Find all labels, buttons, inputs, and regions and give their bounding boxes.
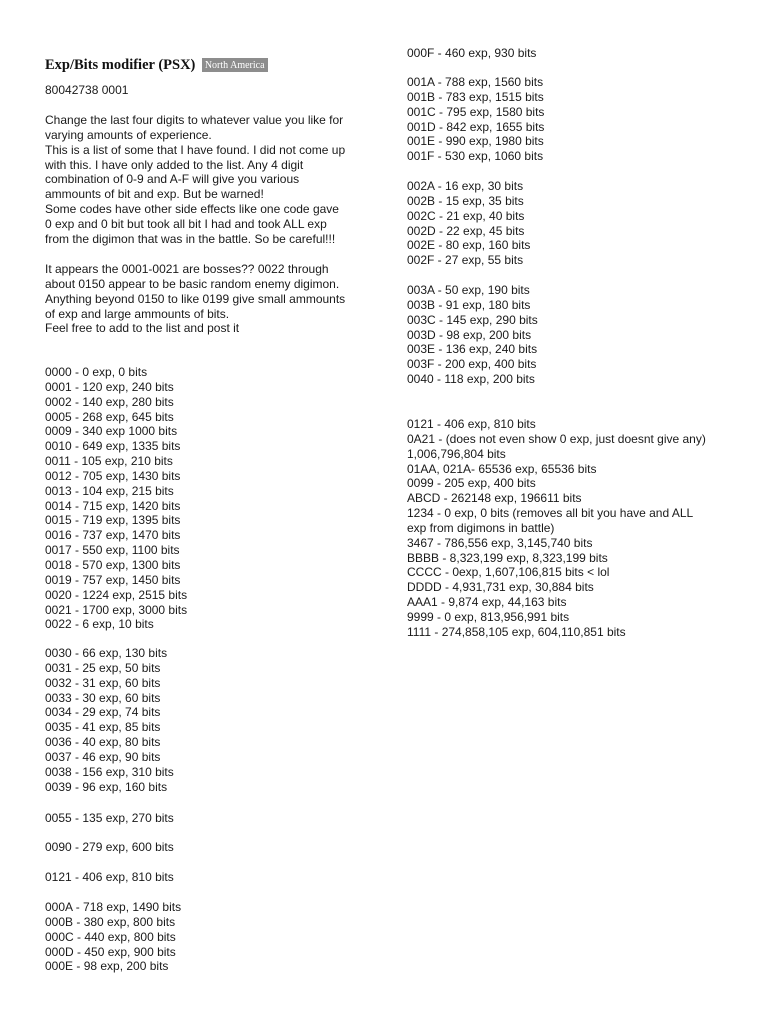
code-entry: 0001 - 120 exp, 240 bits — [45, 379, 174, 394]
code-entry: 0015 - 719 exp, 1395 bits — [45, 513, 181, 528]
intro-paragraph — [45, 113, 375, 247]
code-entry: 0017 - 550 exp, 1100 bits — [45, 543, 180, 558]
cheat-code — [45, 83, 375, 98]
code-entry: 0013 - 104 exp, 215 bits — [45, 483, 174, 498]
code-entry: 0033 - 30 exp, 60 bits — [45, 690, 161, 705]
code-entry: 0021 - 1700 exp, 3000 bits — [45, 602, 188, 617]
code-entry: CCCC - 0exp, 1,607,106,815 bits < lol — [407, 565, 610, 580]
page-title: Exp/Bits modifier (PSX) — [45, 57, 196, 73]
code-list-group — [407, 75, 752, 164]
text-line: 0 exp and 0 bit but took all bit I had and took ALL exp — [45, 216, 327, 231]
code-entry: 0A21 - (does not even show 0 exp, just doesnt give any) — [407, 431, 706, 446]
code-entry: 0022 - 6 exp, 10 bits — [45, 617, 154, 632]
code-entry: 002E - 80 exp, 160 bits — [407, 238, 531, 253]
code-entry: 0014 - 715 exp, 1420 bits — [45, 498, 181, 513]
code-entry: 001B - 783 exp, 1515 bits — [407, 89, 544, 104]
code-entry: 0055 - 135 exp, 270 bits — [45, 811, 174, 825]
code-entry: 001C - 795 exp, 1580 bits — [407, 104, 545, 119]
notes-paragraph — [45, 262, 375, 336]
code-entry: 0009 - 340 exp 1000 bits — [45, 424, 178, 439]
code-entry: 002C - 21 exp, 40 bits — [407, 208, 525, 223]
code-entry: ABCD - 262148 exp, 196611 bits — [407, 491, 582, 506]
code-entry: 0000 - 0 exp, 0 bits — [45, 365, 148, 379]
code-entry: 000A - 718 exp, 1490 bits — [45, 900, 182, 914]
code-entry: 000E - 98 exp, 200 bits — [45, 959, 169, 974]
code-list-group — [45, 811, 375, 826]
code-list-group — [407, 283, 752, 387]
code-entry: 000B - 380 exp, 800 bits — [45, 914, 176, 929]
code-list-group — [45, 900, 375, 974]
text-line: combination of 0-9 and A-F will give you various — [45, 172, 300, 187]
cheat-code-value: 80042738 0001 — [45, 83, 129, 97]
text-line: Some codes have other side effects like one code gave — [45, 202, 339, 217]
code-entry: 0037 - 46 exp, 90 bits — [45, 749, 161, 764]
code-entry: 000D - 450 exp, 900 bits — [45, 944, 176, 959]
code-entry: 002A - 16 exp, 30 bits — [407, 179, 524, 193]
code-entry: 0020 - 1224 exp, 2515 bits — [45, 587, 188, 602]
code-entry: 0019 - 757 exp, 1450 bits — [45, 572, 181, 587]
code-entry: 3467 - 786,556 exp, 3,145,740 bits — [407, 535, 593, 550]
code-entry: 0090 - 279 exp, 600 bits — [45, 840, 174, 854]
code-list-group — [45, 840, 375, 855]
text-line: varying amounts of experience. — [45, 127, 212, 142]
code-entry: 1234 - 0 exp, 0 bits (removes all bit you have and ALL — [407, 506, 694, 521]
code-entry: 0011 - 105 exp, 210 bits — [45, 454, 173, 469]
code-entry: 0031 - 25 exp, 50 bits — [45, 660, 161, 675]
text-line: It appears the 0001-0021 are bosses?? 0022 through — [45, 262, 329, 276]
code-entry: DDDD - 4,931,731 exp, 30,884 bits — [407, 580, 594, 595]
code-entry: 0016 - 737 exp, 1470 bits — [45, 528, 181, 543]
code-entry: 0018 - 570 exp, 1300 bits — [45, 557, 181, 572]
code-entry: 0012 - 705 exp, 1430 bits — [45, 468, 181, 483]
code-entry: 003C - 145 exp, 290 bits — [407, 312, 538, 327]
code-entry: 9999 - 0 exp, 813,956,991 bits — [407, 609, 570, 624]
code-list-group — [45, 870, 375, 885]
code-entry: exp from digimons in battle) — [407, 520, 555, 535]
code-entry: 003D - 98 exp, 200 bits — [407, 327, 532, 342]
code-entry: 000F - 460 exp, 930 bits — [407, 46, 537, 60]
code-list-group — [407, 179, 752, 268]
code-entry: 0035 - 41 exp, 85 bits — [45, 720, 161, 735]
code-entry: 0121 - 406 exp, 810 bits — [407, 417, 536, 431]
code-entry: 003A - 50 exp, 190 bits — [407, 283, 530, 297]
code-entry: 0040 - 118 exp, 200 bits — [407, 372, 535, 387]
code-entry: 0030 - 66 exp, 130 bits — [45, 646, 168, 660]
region-badge: North America — [202, 58, 268, 72]
code-entry: 001A - 788 exp, 1560 bits — [407, 75, 544, 89]
text-line: with this. I have only added to the list. Any 4 digit — [45, 157, 304, 172]
code-list-group — [45, 646, 375, 794]
code-entry: AAA1 - 9,874 exp, 44,163 bits — [407, 595, 567, 610]
code-entry: 0034 - 29 exp, 74 bits — [45, 705, 161, 720]
text-line: Change the last four digits to whatever value you like for — [45, 113, 344, 127]
code-entry: 001D - 842 exp, 1655 bits — [407, 119, 545, 134]
text-line: Anything beyond 0150 to like 0199 give small ammounts — [45, 291, 346, 306]
code-entry: 001F - 530 exp, 1060 bits — [407, 149, 544, 164]
code-entry: 002B - 15 exp, 35 bits — [407, 193, 524, 208]
code-entry: 0036 - 40 exp, 80 bits — [45, 735, 161, 750]
code-entry: 003F - 200 exp, 400 bits — [407, 357, 537, 372]
code-entry: 0121 - 406 exp, 810 bits — [45, 870, 174, 884]
text-line: of exp and large ammounts of bits. — [45, 306, 230, 321]
code-list-group — [407, 46, 752, 61]
code-entry: 003E - 136 exp, 240 bits — [407, 342, 538, 357]
code-entry: 1,006,796,804 bits — [407, 446, 506, 461]
code-entry: 001E - 990 exp, 1980 bits — [407, 134, 544, 149]
code-entry: 003B - 91 exp, 180 bits — [407, 297, 531, 312]
code-entry: 002D - 22 exp, 45 bits — [407, 223, 525, 238]
code-entry: 0002 - 140 exp, 280 bits — [45, 394, 174, 409]
code-entry: 002F - 27 exp, 55 bits — [407, 253, 524, 268]
code-list-group — [45, 365, 375, 632]
code-entry: 0032 - 31 exp, 60 bits — [45, 675, 161, 690]
code-entry: 0099 - 205 exp, 400 bits — [407, 476, 536, 491]
code-list-group — [407, 417, 752, 640]
code-entry: BBBB - 8,323,199 exp, 8,323,199 bits — [407, 550, 608, 565]
code-entry: 0039 - 96 exp, 160 bits — [45, 779, 168, 794]
code-entry: 000C - 440 exp, 800 bits — [45, 929, 176, 944]
text-line: from the digimon that was in the battle. So be careful!!! — [45, 231, 336, 246]
text-line: This is a list of some that I have found. I did not come up — [45, 142, 346, 157]
code-entry: 0010 - 649 exp, 1335 bits — [45, 439, 181, 454]
code-entry: 1111 - 274,858,105 exp, 604,110,851 bits — [407, 624, 626, 639]
code-entry: 0005 - 268 exp, 645 bits — [45, 409, 174, 424]
code-entry: 0038 - 156 exp, 310 bits — [45, 764, 174, 779]
code-entry: 01AA, 021A- 65536 exp, 65536 bits — [407, 461, 597, 476]
text-line: ammounts of bit and exp. But be warned! — [45, 187, 264, 202]
text-line: Feel free to add to the list and post it — [45, 321, 240, 336]
text-line: about 0150 appear to be basic random enemy digimon. — [45, 276, 340, 291]
page-header — [45, 56, 268, 74]
